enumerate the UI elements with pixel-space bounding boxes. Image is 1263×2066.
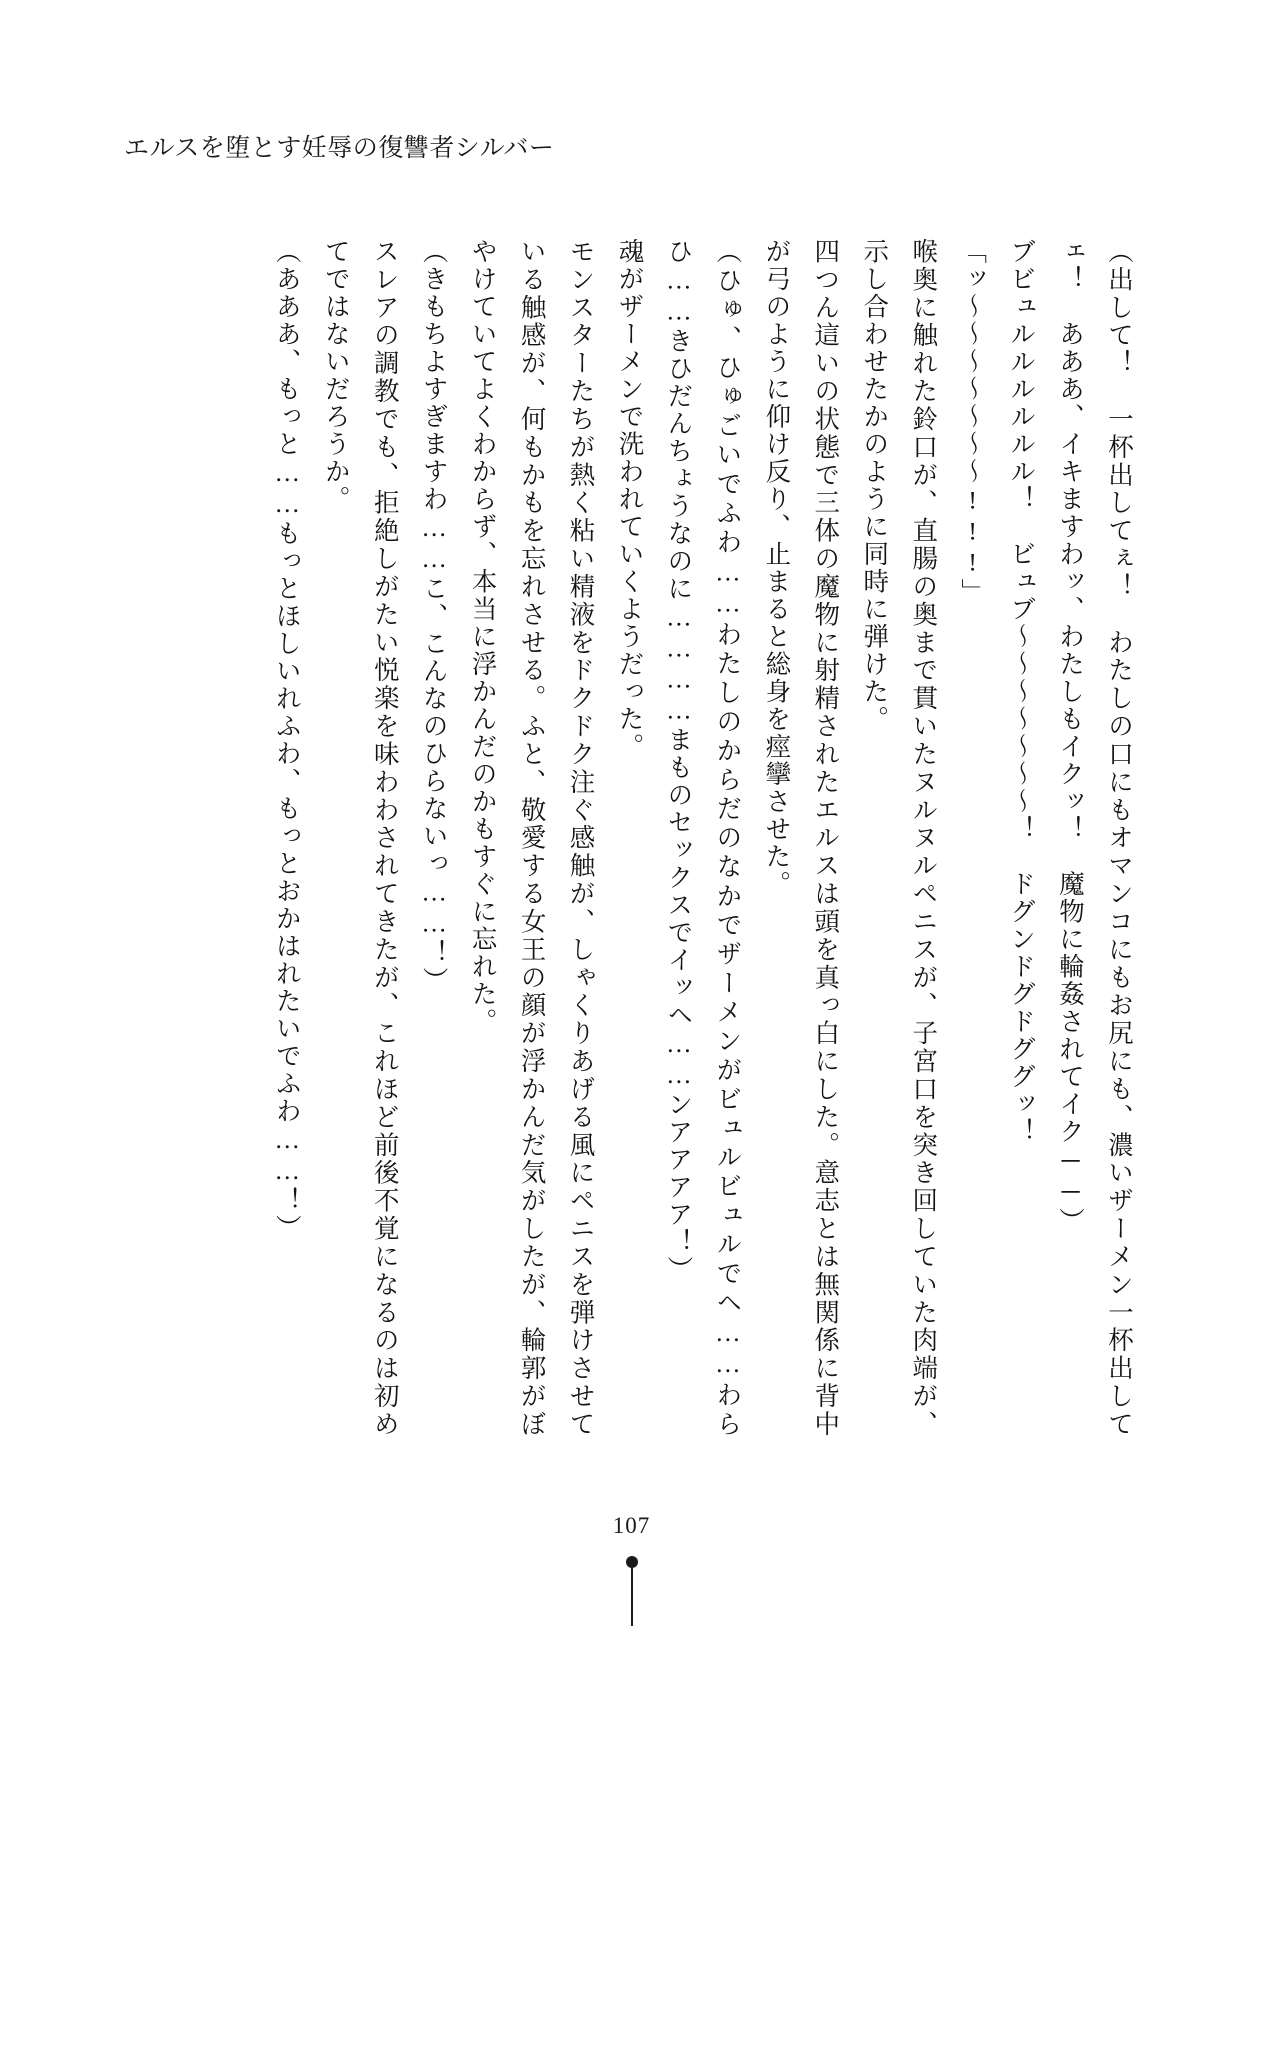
paragraph: モンスターたちが熱く粘い精液をドクドク注ぐ感触が、しゃくりあげる風にペニスを弾けさせている触感が、何もかもを忘れさせる。ふと、敬愛する女王の顔が浮かんだ気がしたが、輪郭がぼやけていてよくわからず、本当に浮かんだのかもすぐに忘れた。 xyxy=(468,238,596,1438)
paragraph: ブビュルルルルルル！ ビュブ〜〜〜〜〜〜〜！ ドグンドグドググッ！ xyxy=(1007,238,1037,1146)
paragraph: （出して！ 一杯出してぇ！ わたしの口にもオマンコにもお尻にも、濃いザーメン一杯出してェ！ あああ、イキますわッ、わたしもイクッ！ 魔物に輪姦されてイク──） xyxy=(1056,238,1134,1438)
running-header: エルスを堕とす妊辱の復讐者シルバー xyxy=(124,135,555,162)
paragraph: 魂がザーメンで洗われていくようだった。 xyxy=(615,238,645,761)
binding-line xyxy=(631,1566,633,1626)
paragraph: （ひゅ、ひゅごいでふわ……わたしのからだのなかでザーメンがビュルビュルでヘ……わらひ……きひだんちょうなのに…………まものセックスでイッヘ……ンアアアア！） xyxy=(664,238,743,1438)
paragraph: 四つん這いの状態で三体の魔物に射精されたエルスは頭を真っ白にした。意志とは無関係に背中が弓のように仰け反り、止まると総身を痙攣させた。 xyxy=(762,238,841,1438)
paragraph: 「ッ〜〜〜〜〜〜〜!!!」 xyxy=(958,238,988,606)
paragraph: 喉奥に触れた鈴口が、直腸の奥まで貫いたヌルヌルペニスが、子宮口を突き回していた肉端が、示し合わせたかのように同時に弾けた。 xyxy=(860,238,939,1438)
paragraph: （あああ、もっと……もっとほしいれふわ、もっとおかはれたいでふわ……！） xyxy=(272,238,302,1242)
paragraph: スレアの調教でも、拒絶しがたい悦楽を味わわされてきたが、これほど前後不覚になるのは初めてではないだろうか。 xyxy=(321,238,400,1438)
paragraph: （きもちよすぎますわ……こ、こんなのひらないっ……！） xyxy=(419,238,449,995)
page-number: 107 xyxy=(612,1513,651,1538)
vertical-text-body xyxy=(213,238,1143,1438)
